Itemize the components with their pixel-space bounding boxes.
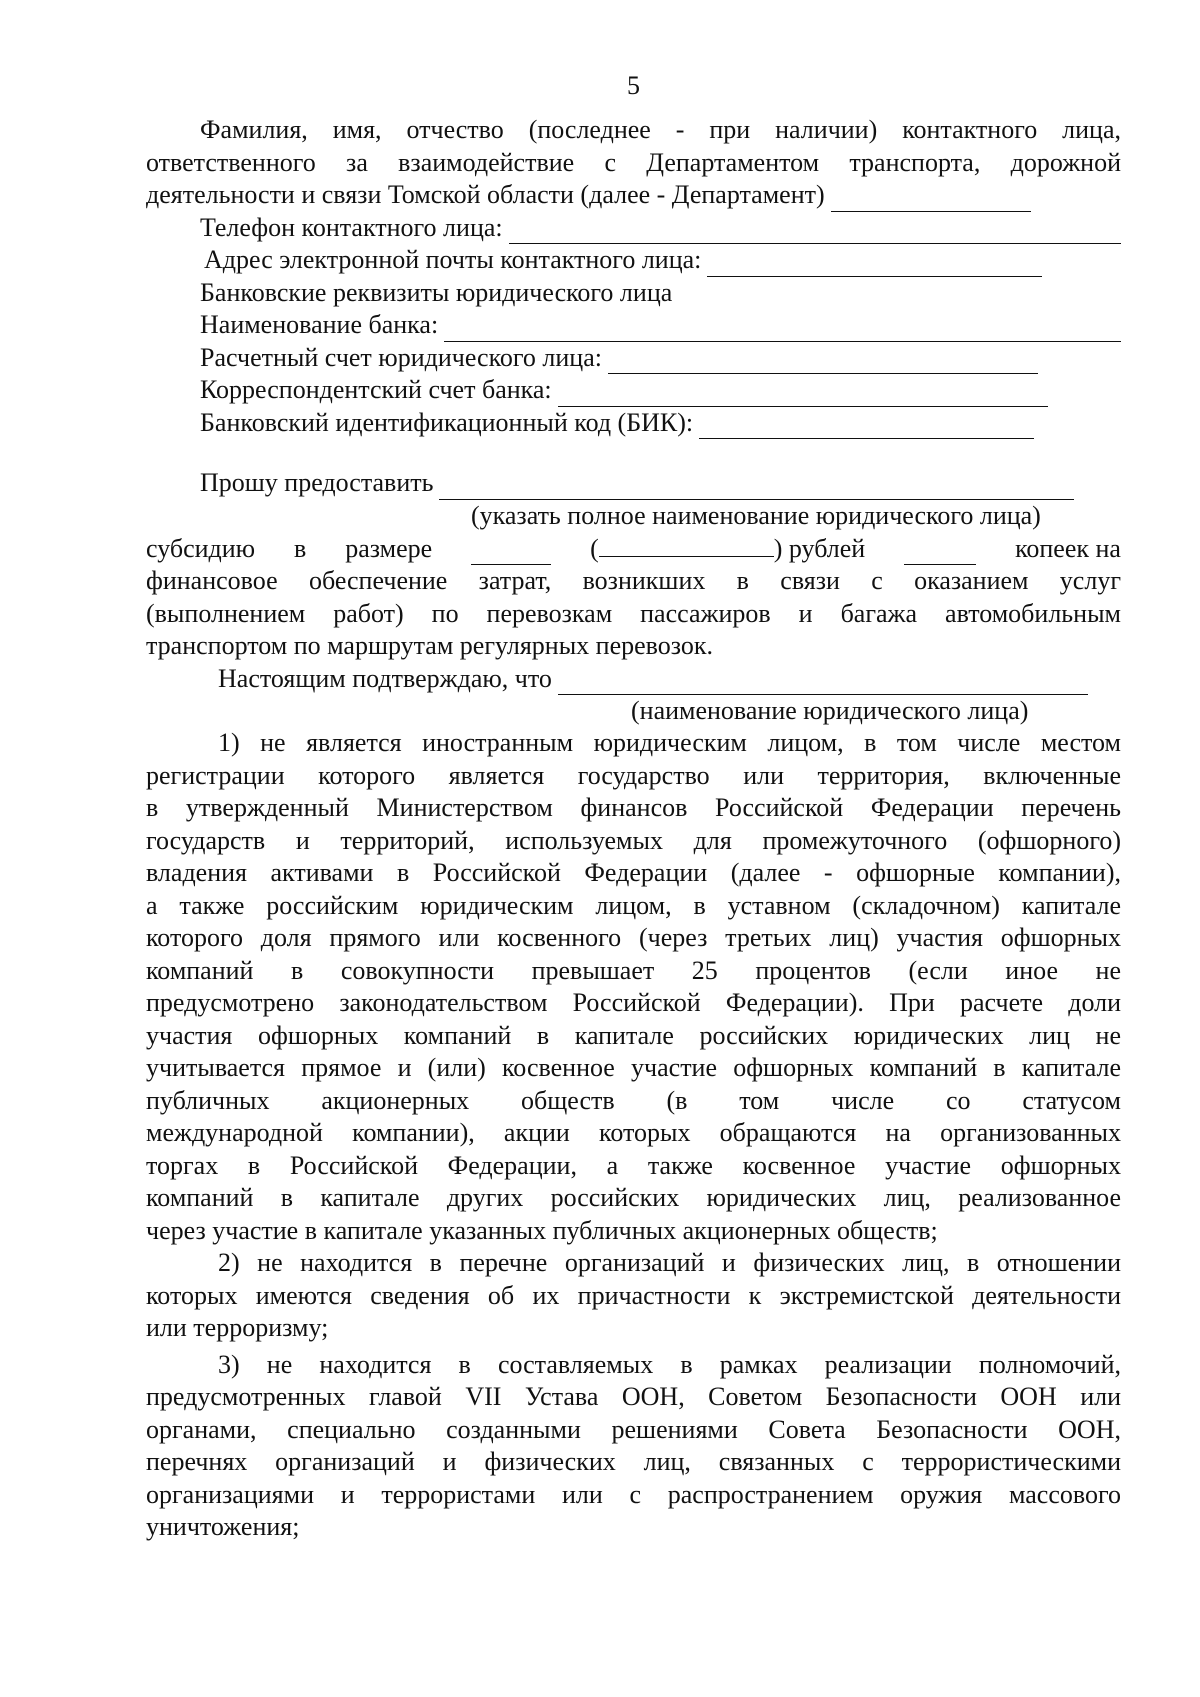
document-page (146, 70, 1121, 1544)
rubles-label: ) рублей (773, 533, 866, 563)
item-1-line: учитывается прямое и (или) косвенное участие офшорных компаний в капитале (146, 1053, 1121, 1082)
item-1-line: которого доля прямого или косвенного (через третьих лиц) участия офшорных (146, 923, 1121, 952)
item-1-line: через участие в капитале указанных публичных акционерных обществ; (146, 1215, 938, 1245)
amount-words-blank[interactable] (599, 532, 774, 557)
email-row (146, 244, 1121, 277)
item-1 (146, 727, 1121, 1247)
subsidy-row (146, 532, 1121, 566)
bik-row (146, 407, 1121, 440)
email-label: Адрес электронной почты контактного лица: (204, 245, 702, 274)
request-label: Прошу предоставить (200, 468, 434, 497)
fio-blank[interactable] (831, 187, 1031, 212)
phone-row (146, 212, 1121, 245)
paren-open: ( (590, 533, 599, 563)
item-1-line: предусмотрено законодательством Российской Федерации). При расчете доли (146, 988, 1121, 1017)
request-blank[interactable] (439, 475, 1074, 500)
fio-line-1: Фамилия, имя, отчество (последнее - при наличии) контактного лица, (200, 115, 1121, 144)
confirm-caption: (наименование юридического лица) (631, 696, 1029, 725)
account-blank[interactable] (608, 349, 1038, 374)
request-caption: (указать полное наименование юридического лица) (471, 500, 1041, 530)
subsidy-amount-blank[interactable] (471, 540, 551, 565)
page-number: 5 (627, 71, 640, 100)
item-3-line: уничтожения; (146, 1512, 300, 1541)
corr-account-row (146, 374, 1121, 407)
item-3-line: органами, специально созданными решениями Совета Безопасности ООН, (146, 1414, 1121, 1444)
item-1-line: 1) не является иностранным юридическим лицом, в том числе местом (218, 728, 1121, 757)
purpose-line-1: финансовое обеспечение затрат, возникших в связи с оказанием услуг (146, 566, 1121, 595)
phone-label: Телефон контактного лица: (200, 212, 503, 242)
item-1-line: компаний в совокупности превышает 25 процентов (если иное не (146, 955, 1121, 985)
fio-line-2: ответственного за взаимодействие с Департаментом транспорта, дорожной (146, 147, 1121, 177)
item-3-line: перечнях организаций и физических лиц, связанных с террористическими (146, 1447, 1121, 1476)
purpose-line-2: (выполнением работ) по перевозкам пассажиров и багажа автомобильным (146, 598, 1121, 628)
corr-account-blank[interactable] (558, 382, 1048, 407)
item-2-line: которых имеются сведения об их причастности к экстремистской деятельности (146, 1280, 1121, 1310)
item-1-line: торгах в Российской Федерации, а также косвенное участие офшорных (146, 1150, 1121, 1180)
item-1-line: а также российским юридическим лицом, в уставном (складочном) капитале (146, 890, 1121, 920)
account-label: Расчетный счет юридического лица: (200, 342, 602, 372)
item-1-line: компаний в капитале других российских юридических лиц, реализованное (146, 1183, 1121, 1212)
fio-line-3: деятельности и связи Томской области (далее - Департамент) (146, 180, 825, 209)
account-row (146, 342, 1121, 375)
item-2 (146, 1247, 1121, 1345)
item-1-line: публичных акционерных обществ (в том числе со статусом (146, 1085, 1121, 1115)
purpose-line-3: транспортом по маршрутам регулярных перевозок. (146, 631, 714, 660)
item-1-line: международной компании), акции которых обращаются на организованных (146, 1118, 1121, 1147)
item-1-line: участия офшорных компаний в капитале российских юридических лиц не (146, 1020, 1121, 1050)
item-2-line: или терроризму; (146, 1313, 329, 1342)
item-1-line: в утвержденный Министерством финансов Российской Федерации перечень (146, 793, 1121, 822)
bank-heading: Банковские реквизиты юридического лица (200, 277, 673, 307)
subsidy-word-1: субсидию (146, 533, 256, 563)
request-row (146, 467, 1121, 500)
confirm-blank[interactable] (558, 670, 1088, 695)
item-2-line: 2) не находится в перечне организаций и физических лиц, в отношении (218, 1248, 1121, 1277)
bank-name-label: Наименование банка: (200, 310, 439, 339)
corr-account-label: Корреспондентский счет банка: (200, 375, 552, 404)
bank-name-blank[interactable] (444, 317, 1121, 342)
subsidy-word-2: в (294, 533, 307, 563)
item-3 (146, 1349, 1121, 1544)
bank-name-row (146, 309, 1121, 342)
bik-blank[interactable] (699, 414, 1034, 439)
item-1-line: государств и территорий, используемых для промежуточного (офшорного) (146, 825, 1121, 855)
confirm-label: Настоящим подтверждаю, что (218, 663, 552, 693)
item-3-line: 3) не находится в составляемых в рамках реализации полномочий, (218, 1349, 1121, 1379)
kopecks-label: копеек на (1015, 533, 1121, 563)
bik-label: Банковский идентификационный код (БИК): (200, 407, 694, 437)
kopecks-blank[interactable] (904, 540, 976, 565)
item-1-line: владения активами в Российской Федерации (далее - офшорные компании), (146, 858, 1121, 887)
subsidy-words-group (590, 532, 865, 566)
subsidy-word-3: размере (345, 533, 433, 563)
item-1-line: регистрации которого является государство или территория, включенные (146, 760, 1121, 790)
item-3-line: предусмотренных главой VII Устава ООН, Советом Безопасности ООН или (146, 1382, 1121, 1411)
email-blank[interactable] (707, 252, 1042, 277)
item-3-line: организациями и террористами или с распространением оружия массового (146, 1479, 1121, 1509)
phone-blank[interactable] (509, 219, 1121, 244)
fio-line-3-row (146, 179, 1121, 212)
confirm-row (146, 663, 1121, 696)
